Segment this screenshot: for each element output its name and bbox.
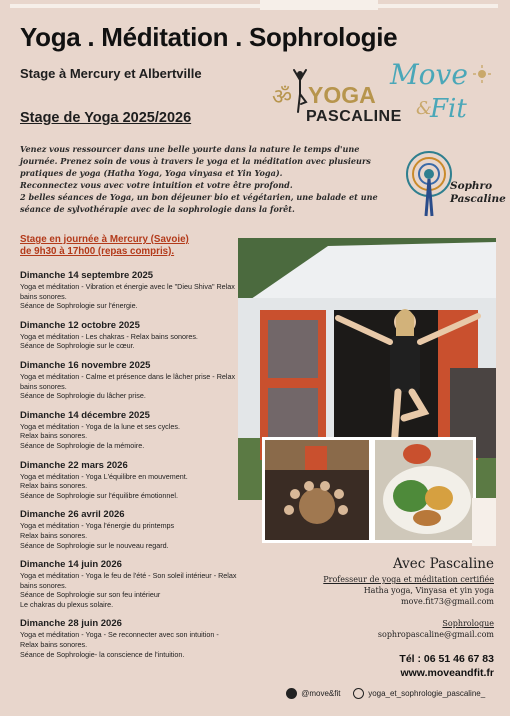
- sophrologist-email[interactable]: sophropascaline@gmail.com: [377, 630, 494, 639]
- event-line: Séance de Sophrologie sur le cœur.: [20, 341, 135, 351]
- event-date: Dimanche 26 avril 2026: [20, 509, 125, 521]
- schedule-heading: [20, 234, 189, 258]
- event-line: Relax bains sonores.: [20, 481, 88, 491]
- event-item: [20, 559, 238, 609]
- event-item: [20, 618, 238, 659]
- event-line: Séance de Sophrologie sur son feu intérieur: [20, 590, 161, 600]
- website-link[interactable]: www.moveandfit.fr: [400, 667, 494, 679]
- decorative-box: [472, 498, 496, 546]
- event-line: Yoga et méditation - Les chakras - Relax bains sonores.: [20, 331, 198, 341]
- sophro-logo-line: Sophro: [450, 180, 493, 192]
- teacher-heading: Avec Pascaline: [392, 556, 494, 572]
- intro-paragraph: Venez vous ressourcer dans une belle yourte dans la nature le temps d'une journée. Prenez soin de vous à travers le yoga et la méditation avec plusieurs pratiques de yoga (Hatha Yoga, Yoga vinyasa et Yin Yoga).: [20, 144, 371, 178]
- page-subtitle: Stage à Mercury et Albertville: [20, 66, 202, 81]
- event-item: [20, 360, 238, 401]
- sun-icon: [472, 64, 492, 84]
- event-item: [20, 320, 238, 351]
- event-line: Yoga et méditation - Yoga - Se reconnecter avec son intuition - Relax bains sonores.: [20, 630, 219, 650]
- event-line: Yoga et méditation - Yoga l'énergie du printemps: [20, 521, 175, 531]
- intro-paragraph: Reconnectez vous avec votre intuition et votre être profond.: [20, 180, 293, 190]
- sophro-logo-text: [450, 180, 506, 206]
- event-date: Dimanche 16 novembre 2025: [20, 359, 151, 371]
- instagram-icon: [353, 688, 364, 699]
- intro-paragraph: 2 belles séances de Yoga, un bon déjeuner bio et végétarien, une balade et une séance de sylvothérapie avec de la sophrologie dans la forêt.: [20, 192, 378, 214]
- event-line: Séance de Sophrologie sur le nouveau regard.: [20, 540, 169, 550]
- event-date: Dimanche 28 juin 2026: [20, 618, 122, 630]
- event-date: Dimanche 12 octobre 2025: [20, 319, 140, 331]
- yoga-logo-word: YOGA: [308, 82, 376, 108]
- event-line: Séance de Sophrologie sur l'équilibre émotionnel.: [20, 490, 179, 500]
- sophrologist-role: Sophrologue: [442, 619, 494, 628]
- move-and-fit-logo: [386, 58, 494, 130]
- event-date: Dimanche 22 mars 2026: [20, 459, 128, 471]
- event-line: Yoga et méditation - Yoga le feu de l'été - Son soleil intérieur - Relax bains sonores.: [20, 571, 237, 590]
- facebook-handle[interactable]: @move&fit: [301, 689, 341, 698]
- yoga-pose-icon: [270, 68, 310, 118]
- event-line: Séance de Sophrologie sur l'énergie.: [20, 301, 138, 311]
- event-date: Dimanche 14 septembre 2025: [20, 270, 154, 281]
- svg-text:ॐ: ॐ: [272, 85, 293, 110]
- instagram-handle[interactable]: yoga_et_sophrologie_pascaline_: [368, 689, 486, 698]
- teacher-email[interactable]: move.fit73@gmail.com: [401, 597, 494, 606]
- facebook-icon: [286, 688, 297, 699]
- teacher-role: Professeur de yoga et méditation certifiée: [323, 575, 494, 584]
- sophro-logo-line: Pascaline: [450, 193, 506, 205]
- fit-logo-word: Fit: [430, 94, 467, 124]
- event-line: Séance de Sophrologie du lâcher prise.: [20, 391, 146, 401]
- peacock-icon: [404, 146, 454, 222]
- event-line: Relax bains sonores.: [20, 431, 88, 441]
- event-line: Séance de Sophrologie- la conscience de l'intuition.: [20, 649, 185, 659]
- move-logo-word: Move: [390, 58, 468, 91]
- teacher-styles: Hatha yoga, Vinyasa et yin yoga: [363, 586, 494, 595]
- yoga-pascaline-logo: [270, 62, 402, 136]
- event-line: Yoga et méditation - Yoga de la lune et ses cycles.: [20, 421, 180, 431]
- schedule-heading-line: de 9h30 à 17h00 (repas compris).: [20, 246, 175, 257]
- event-line: Séance de Sophrologie de la mémoire.: [20, 440, 145, 450]
- event-item: [20, 270, 238, 311]
- schedule-heading-line: Stage en journée à Mercury (Savoie): [20, 234, 189, 245]
- move-logo-amp: &: [416, 98, 433, 119]
- contact-block: [300, 652, 494, 680]
- yoga-logo-name: PASCALINE: [306, 108, 402, 125]
- event-item: [20, 410, 238, 451]
- event-item: [20, 460, 238, 501]
- sophro-pascaline-logo: [404, 146, 506, 226]
- event-date: Dimanche 14 juin 2026: [20, 559, 122, 571]
- intro-text: [20, 143, 392, 215]
- teacher-details: [300, 574, 494, 640]
- event-line: Yoga et méditation - Yoga L'équilibre en mouvement.: [20, 471, 188, 481]
- event-line: Yoga et méditation - Vibration et énergie avec le "Dieu Shiva" Relax bains sonores.: [20, 282, 235, 301]
- group-meditation-photo: [262, 437, 372, 543]
- event-line: Relax bains sonores.: [20, 530, 88, 540]
- phone-number[interactable]: Tél : 06 51 46 67 83: [399, 653, 494, 665]
- group-photo-illustration: [265, 440, 369, 540]
- event-item: [20, 509, 238, 550]
- vegetarian-meal-photo: [372, 437, 476, 543]
- page-title: Yoga . Méditation . Sophrologie: [20, 22, 398, 52]
- meal-photo-illustration: [375, 440, 473, 540]
- event-date: Dimanche 14 décembre 2025: [20, 409, 150, 421]
- event-line: Le chakras du plexus solaire.: [20, 599, 114, 609]
- events-list: [20, 270, 238, 668]
- stage-title: Stage de Yoga 2025/2026: [20, 110, 192, 126]
- social-links: [286, 688, 498, 699]
- event-line: Yoga et méditation - Calme et présence dans le lâcher prise - Relax bains sonores.: [20, 371, 236, 391]
- top-border: [10, 4, 498, 8]
- decorative-band: [260, 0, 378, 10]
